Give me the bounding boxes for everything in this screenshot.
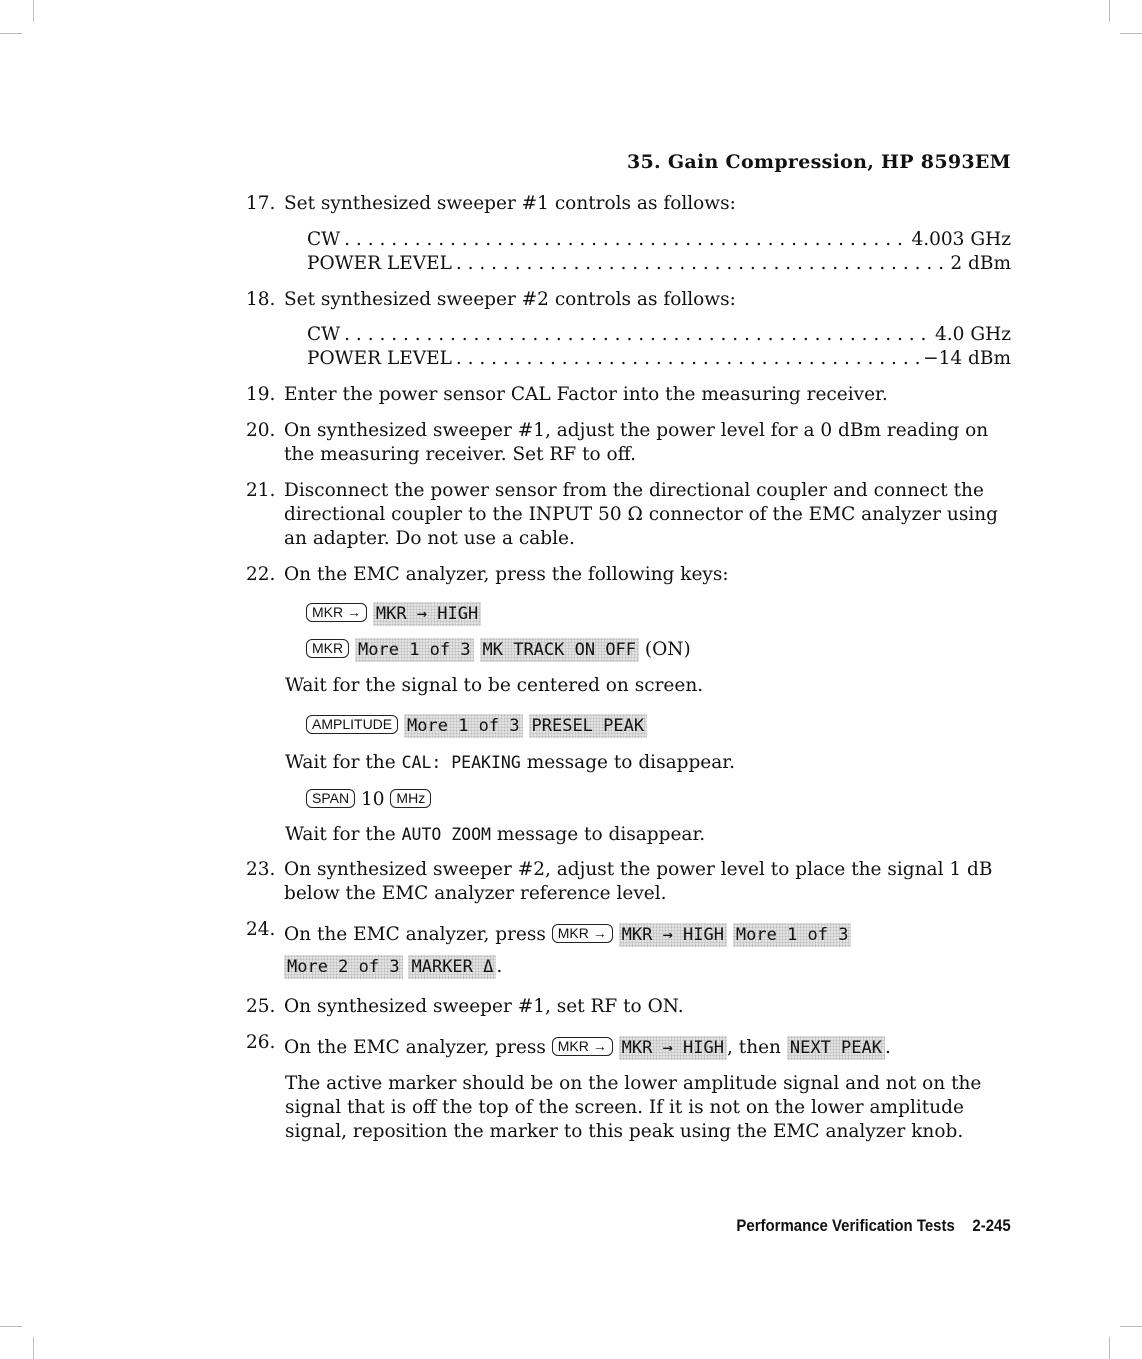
leader-dots <box>456 252 946 276</box>
softkey-more-1-of-3[interactable]: More 1 of 3 <box>404 714 523 738</box>
softkey-presel-peak[interactable]: PRESEL PEAK <box>529 714 648 738</box>
step-text: On synthesized sweeper #1, set RF to ON. <box>284 996 684 1017</box>
step-number: 22. <box>246 564 276 585</box>
wait-text <box>285 823 1025 847</box>
hardkey-mhz[interactable]: MHz <box>390 789 431 808</box>
settings-sweeper-2 <box>307 323 1011 371</box>
wait-text-post: message to disappear. <box>496 824 706 845</box>
crop-mark <box>1120 33 1142 34</box>
step-text-mid: , then <box>727 1037 781 1058</box>
step-text: Enter the power sensor CAL Factor into the measuring receiver. <box>284 384 888 405</box>
step-text: Set synthesized sweeper #1 controls as follows: <box>284 193 736 214</box>
key-sequence-1 <box>306 602 481 626</box>
setting-label: CW <box>307 324 341 345</box>
step-26-line-1 <box>284 1036 891 1060</box>
settings-sweeper-1 <box>307 228 1011 276</box>
softkey-marker-delta[interactable]: MARKER Δ <box>408 955 496 979</box>
setting-row-power <box>307 252 1011 276</box>
softkey-next-peak[interactable]: NEXT PEAK <box>787 1036 885 1060</box>
step-text: On the EMC analyzer, press the following keys: <box>284 564 729 585</box>
screen-message: CAL: PEAKING <box>401 753 521 772</box>
setting-value: 4.003 GHz <box>911 229 1011 250</box>
step-21 <box>246 479 1026 551</box>
step-text-line: an adapter. Do not use a cable. <box>284 528 575 549</box>
setting-value: −14 dBm <box>923 348 1011 369</box>
leader-dots <box>344 228 907 252</box>
softkey-mkr-high[interactable]: MKR → HIGH <box>373 602 481 626</box>
softkey-more-2-of-3[interactable]: More 2 of 3 <box>284 955 403 979</box>
step-text: On the EMC analyzer, press <box>284 924 546 945</box>
setting-value: 4.0 GHz <box>935 324 1011 345</box>
footer-section: Performance Verification Tests <box>736 1216 956 1235</box>
step-number: 20. <box>246 420 276 441</box>
leader-dots <box>344 323 931 347</box>
page-footer <box>737 1216 1011 1236</box>
softkey-mk-track[interactable]: MK TRACK ON OFF <box>480 638 640 662</box>
step-text-line: Disconnect the power sensor from the directional coupler and connect the <box>284 480 984 501</box>
step-number: 19. <box>246 384 276 405</box>
note-line: signal, reposition the marker to this peak using the EMC analyzer knob. <box>285 1121 964 1142</box>
crop-mark <box>1109 1337 1110 1359</box>
wait-text <box>285 751 1025 775</box>
step-24-line-2 <box>284 955 502 979</box>
hardkey-amplitude[interactable]: AMPLITUDE <box>306 715 398 734</box>
softkey-more-1-of-3[interactable]: More 1 of 3 <box>733 923 852 947</box>
setting-label: POWER LEVEL <box>307 253 452 274</box>
setting-row-cw <box>307 228 1011 252</box>
step-19 <box>246 383 1026 407</box>
setting-row-cw <box>307 323 1011 347</box>
crop-mark <box>33 1337 34 1359</box>
hardkey-span[interactable]: SPAN <box>306 789 355 808</box>
step-text-line: On synthesized sweeper #2, adjust the power level to place the signal 1 dB <box>284 859 993 880</box>
step-22 <box>246 563 1026 587</box>
step-text-line: On synthesized sweeper #1, adjust the power level for a 0 dBm reading on <box>284 420 989 441</box>
step-number: 21. <box>246 480 276 501</box>
crop-mark <box>1120 1326 1142 1327</box>
setting-label: POWER LEVEL <box>307 348 452 369</box>
step-25 <box>246 995 1026 1019</box>
step-text: Set synthesized sweeper #2 controls as follows: <box>284 289 736 310</box>
punctuation: . <box>885 1037 891 1058</box>
hardkey-mkr-arrow[interactable]: MKR → <box>552 1037 613 1056</box>
key-value: 10 <box>360 789 385 810</box>
wait-text-post: message to disappear. <box>526 752 735 773</box>
softkey-mkr-high[interactable]: MKR → HIGH <box>619 923 727 947</box>
softkey-mkr-high[interactable]: MKR → HIGH <box>619 1036 727 1060</box>
setting-row-power <box>307 347 1011 371</box>
crop-mark <box>0 33 22 34</box>
step-number: 18. <box>246 289 276 310</box>
page-number: 2-245 <box>972 1216 1011 1235</box>
softkey-more-1-of-3[interactable]: More 1 of 3 <box>355 638 474 662</box>
step-number: 23. <box>246 859 276 880</box>
setting-label: CW <box>307 229 341 250</box>
step-20 <box>246 419 1026 467</box>
step-number: 17. <box>246 193 276 214</box>
step-number: 24. <box>246 919 276 940</box>
note-line: signal that is off the top of the screen. If it is not on the lower amplitude <box>285 1097 964 1118</box>
step-number: 26. <box>246 1032 276 1053</box>
key-suffix: (ON) <box>644 639 691 660</box>
step-number: 25. <box>246 996 276 1017</box>
step-text-line: below the EMC analyzer reference level. <box>284 883 667 904</box>
wait-text-pre: Wait for the <box>285 824 396 845</box>
step-18 <box>246 288 1026 312</box>
step-text-line: the measuring receiver. Set RF to off. <box>284 444 637 465</box>
hardkey-mkr-arrow[interactable]: MKR → <box>306 603 367 622</box>
step-text: On the EMC analyzer, press <box>284 1037 546 1058</box>
punctuation: . <box>496 956 503 977</box>
leader-dots <box>456 347 919 371</box>
key-sequence-4 <box>306 788 431 812</box>
setting-value: 2 dBm <box>950 253 1011 274</box>
crop-mark <box>1109 0 1110 22</box>
crop-mark <box>33 0 34 22</box>
wait-text: Wait for the signal to be centered on screen. <box>285 675 704 696</box>
screen-message: AUTO ZOOM <box>401 825 491 844</box>
step-24-line-1 <box>284 923 851 947</box>
wait-text-pre: Wait for the <box>285 752 396 773</box>
note-line: The active marker should be on the lower amplitude signal and not on the <box>285 1073 982 1094</box>
step-23 <box>246 858 1026 906</box>
crop-mark <box>0 1326 22 1327</box>
step-17 <box>246 192 1026 216</box>
hardkey-mkr[interactable]: MKR <box>306 639 349 658</box>
key-sequence-2 <box>306 638 691 662</box>
key-sequence-3 <box>306 714 647 738</box>
page-header: 35. Gain Compression, HP 8593EM <box>626 151 1011 173</box>
hardkey-mkr-arrow[interactable]: MKR → <box>552 924 613 943</box>
step-text-line: directional coupler to the INPUT 50 Ω connector of the EMC analyzer using <box>284 504 998 525</box>
step-26-note <box>285 1072 1025 1144</box>
